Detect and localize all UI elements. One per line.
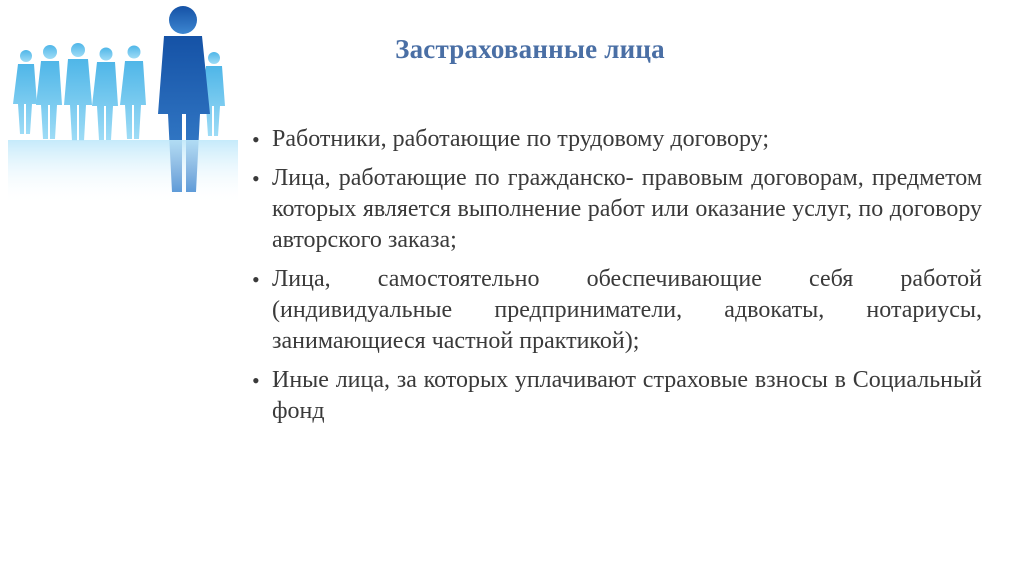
list-item [246, 163, 982, 256]
bullet-list [246, 124, 982, 435]
bullet-marker: • [252, 166, 260, 191]
list-item-text: Лица, самостоятельно обеспечивающие себя работой (индивидуальные предприниматели, адвокаты, нотариусы, занимающиеся частной практикой); [272, 266, 982, 354]
slide-title: Застрахованные лица [395, 34, 665, 64]
bullet-marker: • [252, 267, 260, 292]
business-people-silhouettes-icon [8, 0, 238, 205]
bullet-marker: • [252, 368, 260, 393]
list-item [246, 124, 982, 155]
bullet-marker: • [252, 127, 260, 152]
list-item-text: Лица, работающие по гражданско- правовым договорам, предметом которых является выполнение работ или оказание услуг, по договору авторского заказа; [272, 165, 982, 253]
list-item [246, 365, 982, 427]
list-item-text: Работники, работающие по трудовому договору; [272, 126, 770, 152]
list-item-text: Иные лица, за которых уплачивают страховые взносы в Социальный фонд [272, 367, 982, 424]
list-item [246, 264, 982, 357]
